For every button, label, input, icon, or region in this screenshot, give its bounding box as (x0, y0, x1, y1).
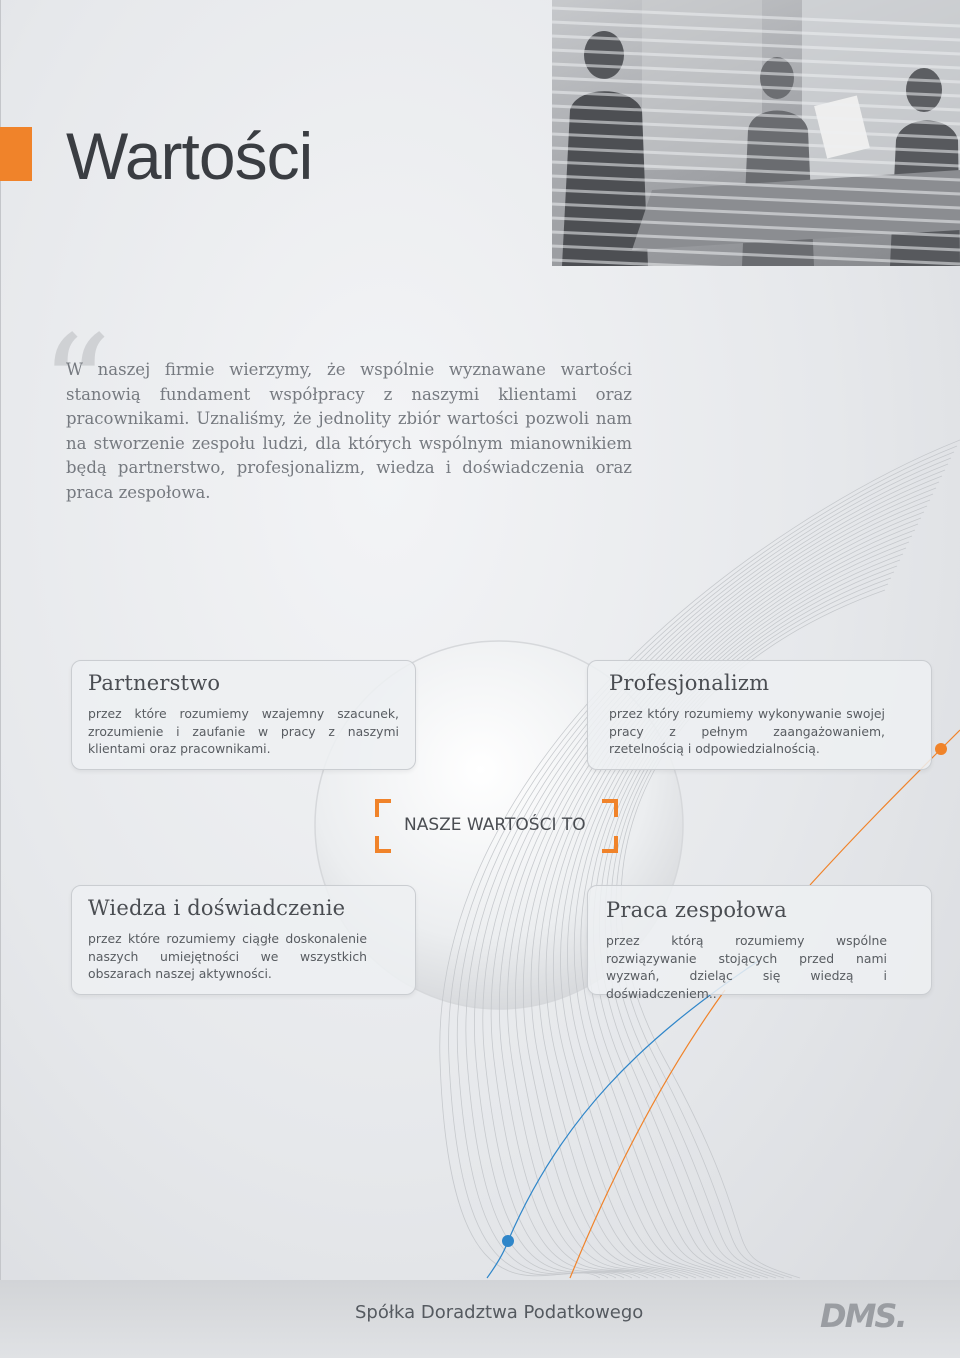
bracket-bottom-left-icon (377, 838, 389, 851)
footer-company-name: Spółka Doradztwa Podatkowego (355, 1302, 644, 1323)
bracket-top-right-icon (604, 801, 616, 815)
value-title: Profesjonalizm (609, 671, 770, 695)
quote-mark-icon: “ (40, 306, 112, 469)
value-description: przez które rozumiemy wzajemny szacunek, zrozumienie i zaufanie w pracy z naszymi klientami oraz pracownikami. (88, 706, 399, 756)
intro-paragraph: W naszej firmie wierzymy, że wspólnie wyznawane wartości stanowią fundament współpracy z naszymi klientami oraz pracownikami. Uznaliśmy, że jednolity zbiór wartości pozwoli nam na stworzenie zespołu ludzi, dla których wspólnym mianownikiem będą partnerstwo, profesjonalizm, wiedza i doświadczenia oraz praca zespołowa. (66, 360, 632, 502)
value-description: przez który rozumiemy wykonywanie swojej pracy z pełnym zaangażowaniem, rzetelnością i odpowiedzialnością. (609, 706, 885, 756)
value-title: Wiedza i doświadczenie (88, 896, 346, 920)
company-logo (820, 1298, 920, 1334)
page-title: Wartości (66, 119, 313, 193)
value-description: przez które rozumiemy ciągłe doskonalenie naszych umiejętności we wszystkich obszarach naszej aktywności. (88, 931, 367, 981)
value-title: Partnerstwo (88, 671, 221, 695)
bracket-bottom-right-icon (604, 838, 616, 851)
value-description: przez którą rozumiemy wspólne rozwiązywanie stojących przed nami wyzwań, dzieląc się wiedzą i doświadczeniem.. (606, 933, 887, 1001)
center-label: NASZE WARTOŚCI TO (404, 815, 586, 835)
value-title: Praca zespołowa (606, 898, 787, 922)
bracket-top-left-icon (377, 801, 389, 815)
logo-text: DMS. (820, 1298, 906, 1334)
